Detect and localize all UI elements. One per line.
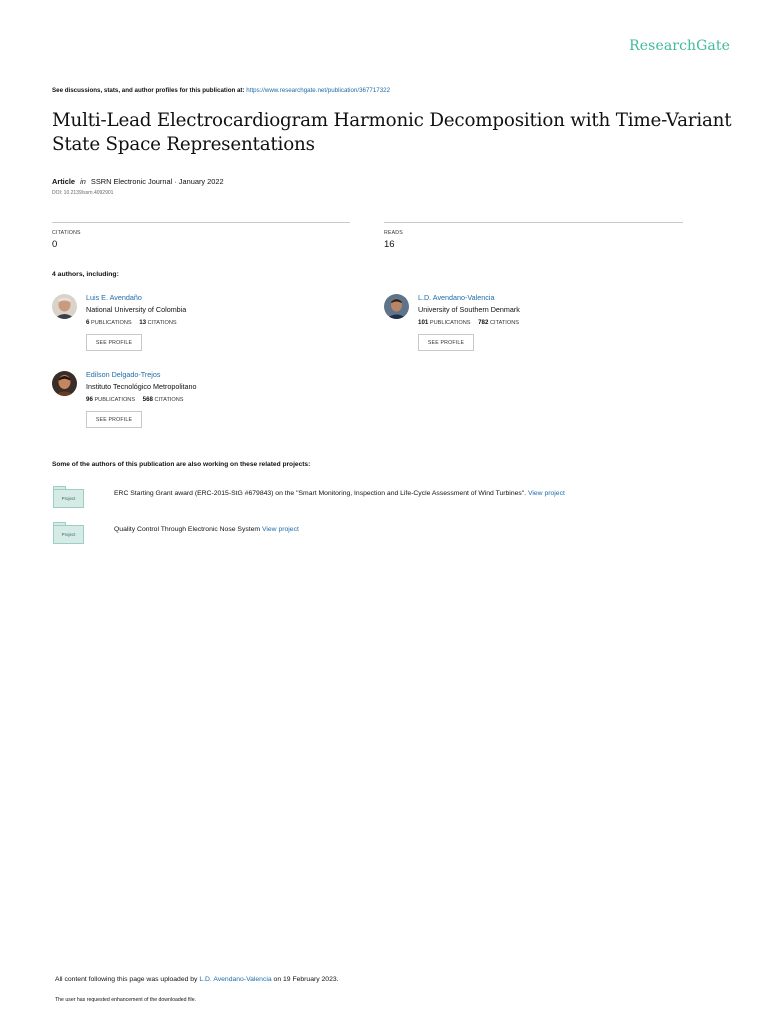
citations-label: CITATIONS <box>52 230 81 236</box>
author-publications-count: 6 <box>86 319 90 326</box>
publication-title: Multi-Lead Electrocardiogram Harmonic Decomposition with Time-Variant State Space Representations <box>52 110 732 155</box>
publication-meta <box>52 177 224 186</box>
project-folder-icon <box>53 522 84 544</box>
author-name[interactable]: Luis E. Avendaño <box>86 293 142 302</box>
see-profile-button[interactable]: SEE PROFILE <box>418 334 474 351</box>
project-title: Quality Control Through Electronic Nose System <box>114 526 261 533</box>
author-citations-label: CITATIONS <box>489 320 519 326</box>
reads-value: 16 <box>384 239 395 250</box>
authors-heading: 4 authors, including: <box>52 271 119 278</box>
author-publications-label: PUBLICATIONS <box>429 320 471 326</box>
reads-label: READS <box>384 230 403 236</box>
author-citations-label: CITATIONS <box>147 320 177 326</box>
project-title: ERC Starting Grant award (ERC-2015-StG #679843) on the "Smart Monitoring, Inspection and Life-Cycle Assessment of Wind Turbines". <box>114 490 527 497</box>
project-text <box>114 490 565 497</box>
uploader-link[interactable]: L.D. Avendano-Valencia <box>199 976 272 983</box>
citations-divider <box>52 222 350 223</box>
author-counts <box>418 319 519 326</box>
reads-divider <box>384 222 683 223</box>
in-word: in <box>80 177 86 186</box>
see-profile-button[interactable]: SEE PROFILE <box>86 411 142 428</box>
uploaded-suffix: on 19 February 2023. <box>273 976 339 983</box>
project-folder-icon <box>53 486 84 508</box>
uploaded-note <box>55 976 339 983</box>
project-icon-label: Project <box>61 532 76 537</box>
uploaded-prefix: All content following this page was uploaded by <box>55 976 198 983</box>
author-counts <box>86 319 177 326</box>
author-avatar[interactable] <box>52 294 77 319</box>
author-name[interactable]: L.D. Avendano-Valencia <box>418 293 495 302</box>
author-publications-count: 101 <box>418 319 429 326</box>
author-publications-label: PUBLICATIONS <box>91 320 132 326</box>
project-item <box>52 522 752 546</box>
folder-body <box>53 489 84 508</box>
view-project-link[interactable]: View project <box>527 490 565 497</box>
view-project-link[interactable]: View project <box>261 526 299 533</box>
discussions-line <box>52 87 390 94</box>
author-institution: National University of Colombia <box>86 305 187 314</box>
discussions-text: See discussions, stats, and author profiles for this publication at: <box>52 87 245 94</box>
publication-doi: DOI: 10.2139/ssrn.4092901 <box>52 190 114 196</box>
author-citations-count: 568 <box>142 396 153 403</box>
author-institution: Instituto Tecnológico Metropolitano <box>86 382 197 391</box>
folder-body <box>53 525 84 544</box>
publication-url-link[interactable]: https://www.researchgate.net/publication/367717322 <box>246 87 391 94</box>
author-institution: University of Southern Denmark <box>418 305 520 314</box>
author-avatar[interactable] <box>384 294 409 319</box>
researchgate-logo[interactable]: ResearchGate <box>629 38 730 54</box>
publication-venue-date: SSRN Electronic Journal · January 2022 <box>90 177 224 186</box>
author-counts <box>86 396 184 403</box>
author-avatar[interactable] <box>52 371 77 396</box>
see-profile-button[interactable]: SEE PROFILE <box>86 334 142 351</box>
author-citations-count: 13 <box>139 319 147 326</box>
citations-value: 0 <box>52 239 58 250</box>
author-citations-label: CITATIONS <box>154 397 184 403</box>
enhancement-note: The user has requested enhancement of the downloaded file. <box>55 997 197 1003</box>
publication-type: Article <box>52 177 76 186</box>
author-name[interactable]: Edilson Delgado-Trejos <box>86 370 161 379</box>
author-publications-count: 96 <box>86 396 93 403</box>
project-text <box>114 526 299 533</box>
project-icon-label: Project <box>61 496 76 501</box>
author-publications-label: PUBLICATIONS <box>94 397 136 403</box>
project-item <box>52 486 752 510</box>
related-projects-heading: Some of the authors of this publication are also working on these related projects: <box>52 461 311 468</box>
author-citations-count: 782 <box>478 319 489 326</box>
